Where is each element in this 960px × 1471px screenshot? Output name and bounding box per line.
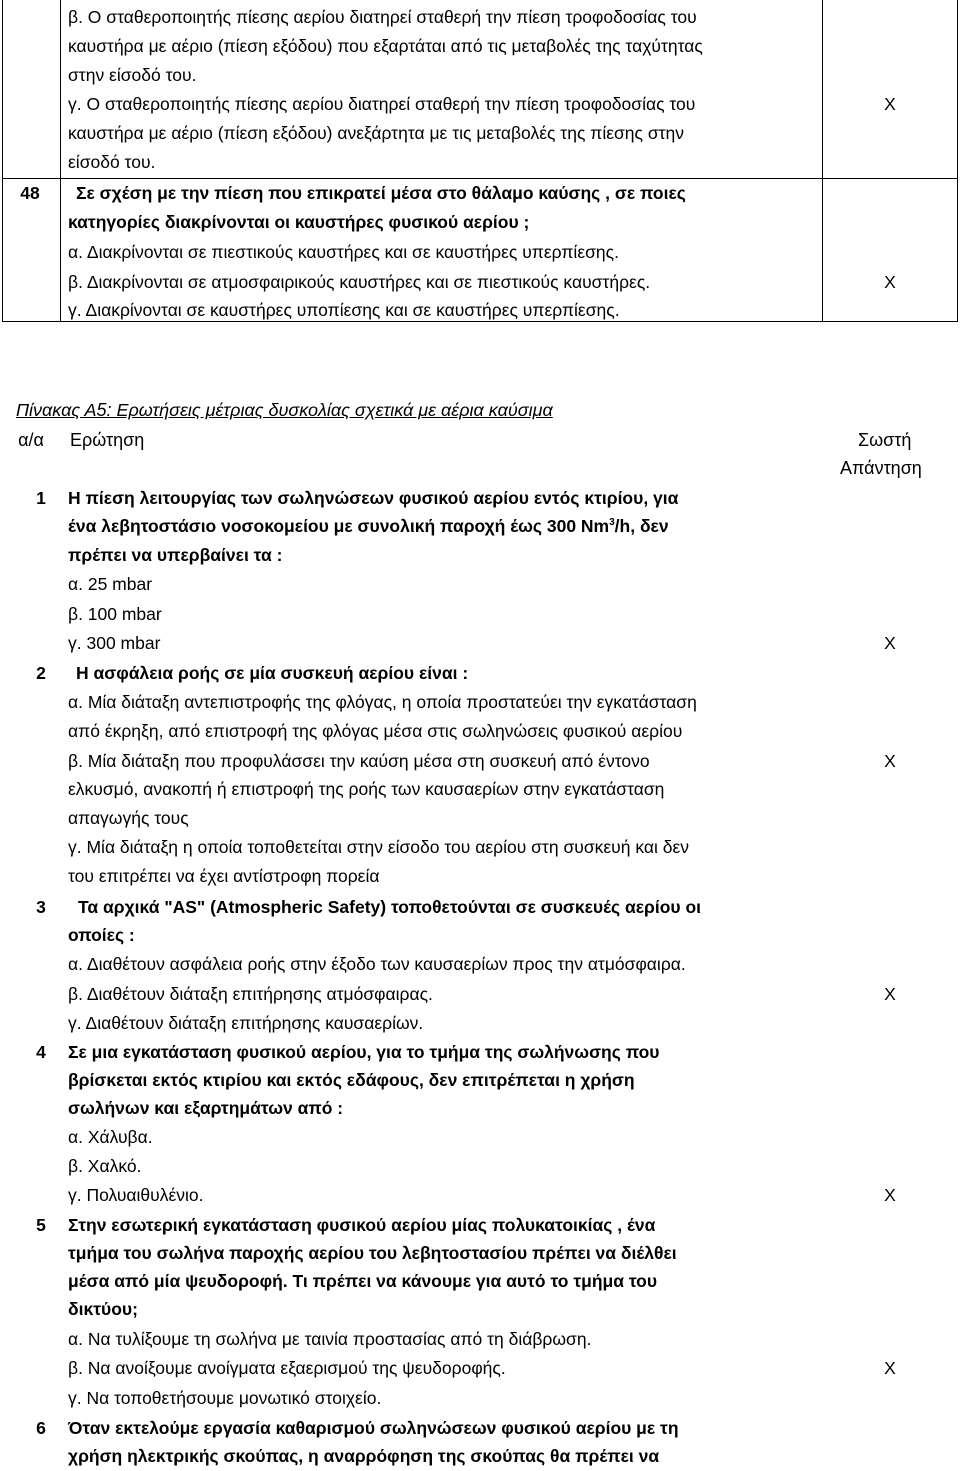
q4-option-c: γ. Πολυαιθυλένιο. [68, 1185, 204, 1205]
col-header-answer-line2: Απάντηση [840, 458, 922, 478]
q2-number: 2 [36, 663, 46, 683]
col-header-no: α/α [18, 430, 44, 450]
q1-question-line3: πρέπει να υπερβαίνει τα : [68, 545, 283, 565]
col-header-question: Ερώτηση [70, 430, 145, 450]
q2-correct-mark: X [884, 751, 896, 771]
q48-correct-mark: X [884, 272, 896, 292]
q2-option-b-line1: β. Μία διάταξη που προφυλάσσει την καύση μέσα στη συσκευή από έντονο [68, 751, 650, 771]
q1-question-line2-text: ένα λεβητοστάσιο νοσοκομείου με συνολική παροχή έως 300 Nm [68, 516, 610, 536]
q2-option-c-line1: γ. Μία διάταξη η οποία τοποθετείται στην είσοδο του αερίου στη συσκευή και δεν [68, 837, 690, 857]
q5-question-line4: δικτύου; [68, 1299, 138, 1319]
q1-question-line2-tail: /h, δεν [614, 516, 669, 536]
top-table-answer-divider [822, 0, 823, 322]
q4-option-a: α. Χάλυβα. [68, 1127, 153, 1147]
top-table-right-border [957, 0, 958, 322]
q48-option-b: β. Διακρίνονται σε ατμοσφαιρικούς καυστήρες και σε πιεστικούς καυστήρες. [68, 272, 651, 292]
q2-option-a-line2: από έκρηξη, από επιστροφή της φλόγας μέσα στις σωληνώσεις φυσικού αερίου [68, 721, 683, 741]
q5-option-b: β. Να ανοίξουμε ανοίγματα εξαερισμού της ψευδοροφής. [68, 1358, 506, 1378]
q48-question-line2: κατηγορίες διακρίνονται οι καυστήρες φυσικού αερίου ; [68, 212, 530, 232]
q6-question-line1: Όταν εκτελούμε εργασία καθαρισμού σωληνώσεων φυσικού αερίου με τη [68, 1418, 679, 1438]
table-a5-caption: Πίνακας Α5: Ερωτήσεις μέτριας δυσκολίας σχετικά με αέρια καύσιμα [16, 400, 553, 420]
q48-option-c: γ. Διακρίνονται σε καυστήρες υποπίεσης και σε καυστήρες υπερπίεσης. [68, 300, 620, 320]
q4-question-line3: σωλήνων και εξαρτημάτων από : [68, 1098, 344, 1118]
q3-option-c: γ. Διαθέτουν διάταξη επιτήρησης καυσαερίων. [68, 1013, 424, 1033]
q47-option-c-line3: είσοδό του. [68, 152, 156, 172]
q47-option-c-line2: καυστήρα με αέριο (πίεση εξόδου) ανεξάρτητα με τις μεταβολές της πίεσης στην [68, 123, 685, 143]
q3-correct-mark: X [884, 984, 896, 1004]
q1-option-a: α. 25 mbar [68, 574, 153, 594]
col-header-answer-line1: Σωστή [858, 430, 912, 450]
q48-option-a: α. Διακρίνονται σε πιεστικούς καυστήρες και σε καυστήρες υπερπίεσης. [68, 242, 619, 262]
q5-option-c: γ. Να τοποθετήσουμε μονωτικό στοιχείο. [68, 1388, 382, 1408]
q5-option-a: α. Να τυλίξουμε τη σωλήνα με ταινία προστασίας από τη διάβρωση. [68, 1329, 592, 1349]
q5-question-line3: μέσα από μία ψευδοροφή. Τι πρέπει να κάνουμε για αυτό το τμήμα του [68, 1271, 658, 1291]
q2-option-c-line2: του επιτρέπει να έχει αντίστροφη πορεία [68, 866, 380, 886]
q1-option-b: β. 100 mbar [68, 604, 162, 624]
q3-option-b: β. Διαθέτουν διάταξη επιτήρησης ατμόσφαιρας. [68, 984, 433, 1004]
q47-option-b-line3: στην είσοδό του. [68, 65, 197, 85]
q4-option-b: β. Χαλκό. [68, 1156, 142, 1176]
q1-question-line2 [68, 516, 669, 536]
q47-q48-separator [2, 178, 958, 179]
q4-question-line1: Σε μια εγκατάσταση φυσικού αερίου, για το τμήμα της σωλήνωσης που [68, 1042, 660, 1062]
top-table-bottom-border [2, 321, 958, 322]
q1-option-c: γ. 300 mbar [68, 633, 161, 653]
q5-question-line2: τμήμα του σωλήνα παροχής αερίου του λεβητοστασίου πρέπει να διέλθει [68, 1243, 677, 1263]
q6-question-line2: χρήση ηλεκτρικής σκούπας, η αναρρόφηση της σκούπας θα πρέπει να [68, 1446, 660, 1466]
q2-option-b-line3: απαγωγής τους [68, 808, 189, 828]
q4-question-line2: βρίσκεται εκτός κτιρίου και εκτός εδάφους, δεν επιτρέπεται η χρήση [68, 1070, 635, 1090]
q4-number: 4 [36, 1042, 46, 1062]
q3-question-line1: Τα αρχικά "AS" (Atmospheric Safety) τοποθετούνται σε συσκευές αερίου οι [78, 897, 702, 917]
top-table-col-divider [60, 0, 61, 322]
q48-question-line1: Σε σχέση με την πίεση που επικρατεί μέσα στο θάλαμο καύσης , σε ποιες [76, 183, 686, 203]
q4-correct-mark: X [884, 1185, 896, 1205]
q1-correct-mark: X [884, 633, 896, 653]
q48-number: 48 [20, 183, 40, 203]
q1-question-line2-superscript: 3 [609, 517, 615, 528]
q47-option-b-line1: β. Ο σταθεροποιητής πίεσης αερίου διατηρεί σταθερή την πίεση τροφοδοσίας του [68, 7, 697, 27]
q3-question-line2: οποίες : [68, 925, 135, 945]
q3-number: 3 [36, 897, 46, 917]
q5-number: 5 [36, 1215, 46, 1235]
q5-question-line1: Στην εσωτερική εγκατάσταση φυσικού αερίου μίας πολυκατοικίας , ένα [68, 1215, 656, 1235]
q2-option-a-line1: α. Μία διάταξη αντεπιστροφής της φλόγας, η οποία προστατεύει την εγκατάσταση [68, 692, 697, 712]
q6-number: 6 [36, 1418, 46, 1438]
q1-question-line1: Η πίεση λειτουργίας των σωληνώσεων φυσικού αερίου εντός κτιρίου, για [68, 488, 679, 508]
top-table-left-border [2, 0, 3, 322]
q2-question: Η ασφάλεια ροής σε μία συσκευή αερίου είναι : [76, 663, 469, 683]
q47-option-c-line1: γ. Ο σταθεροποιητής πίεσης αερίου διατηρεί σταθερή την πίεση τροφοδοσίας του [68, 94, 696, 114]
q3-option-a: α. Διαθέτουν ασφάλεια ροής στην έξοδο των καυσαερίων προς την ατμόσφαιρα. [68, 954, 686, 974]
q47-option-b-line2: καυστήρα με αέριο (πίεση εξόδου) που εξαρτάται από τις μεταβολές της ταχύτητας [68, 36, 703, 56]
q1-number: 1 [36, 488, 46, 508]
q5-correct-mark: X [884, 1358, 896, 1378]
q47-correct-mark: X [884, 94, 896, 114]
q2-option-b-line2: ελκυσμό, ανακοπή ή επιστροφή της ροής των καυσαερίων στην εγκατάσταση [68, 779, 665, 799]
